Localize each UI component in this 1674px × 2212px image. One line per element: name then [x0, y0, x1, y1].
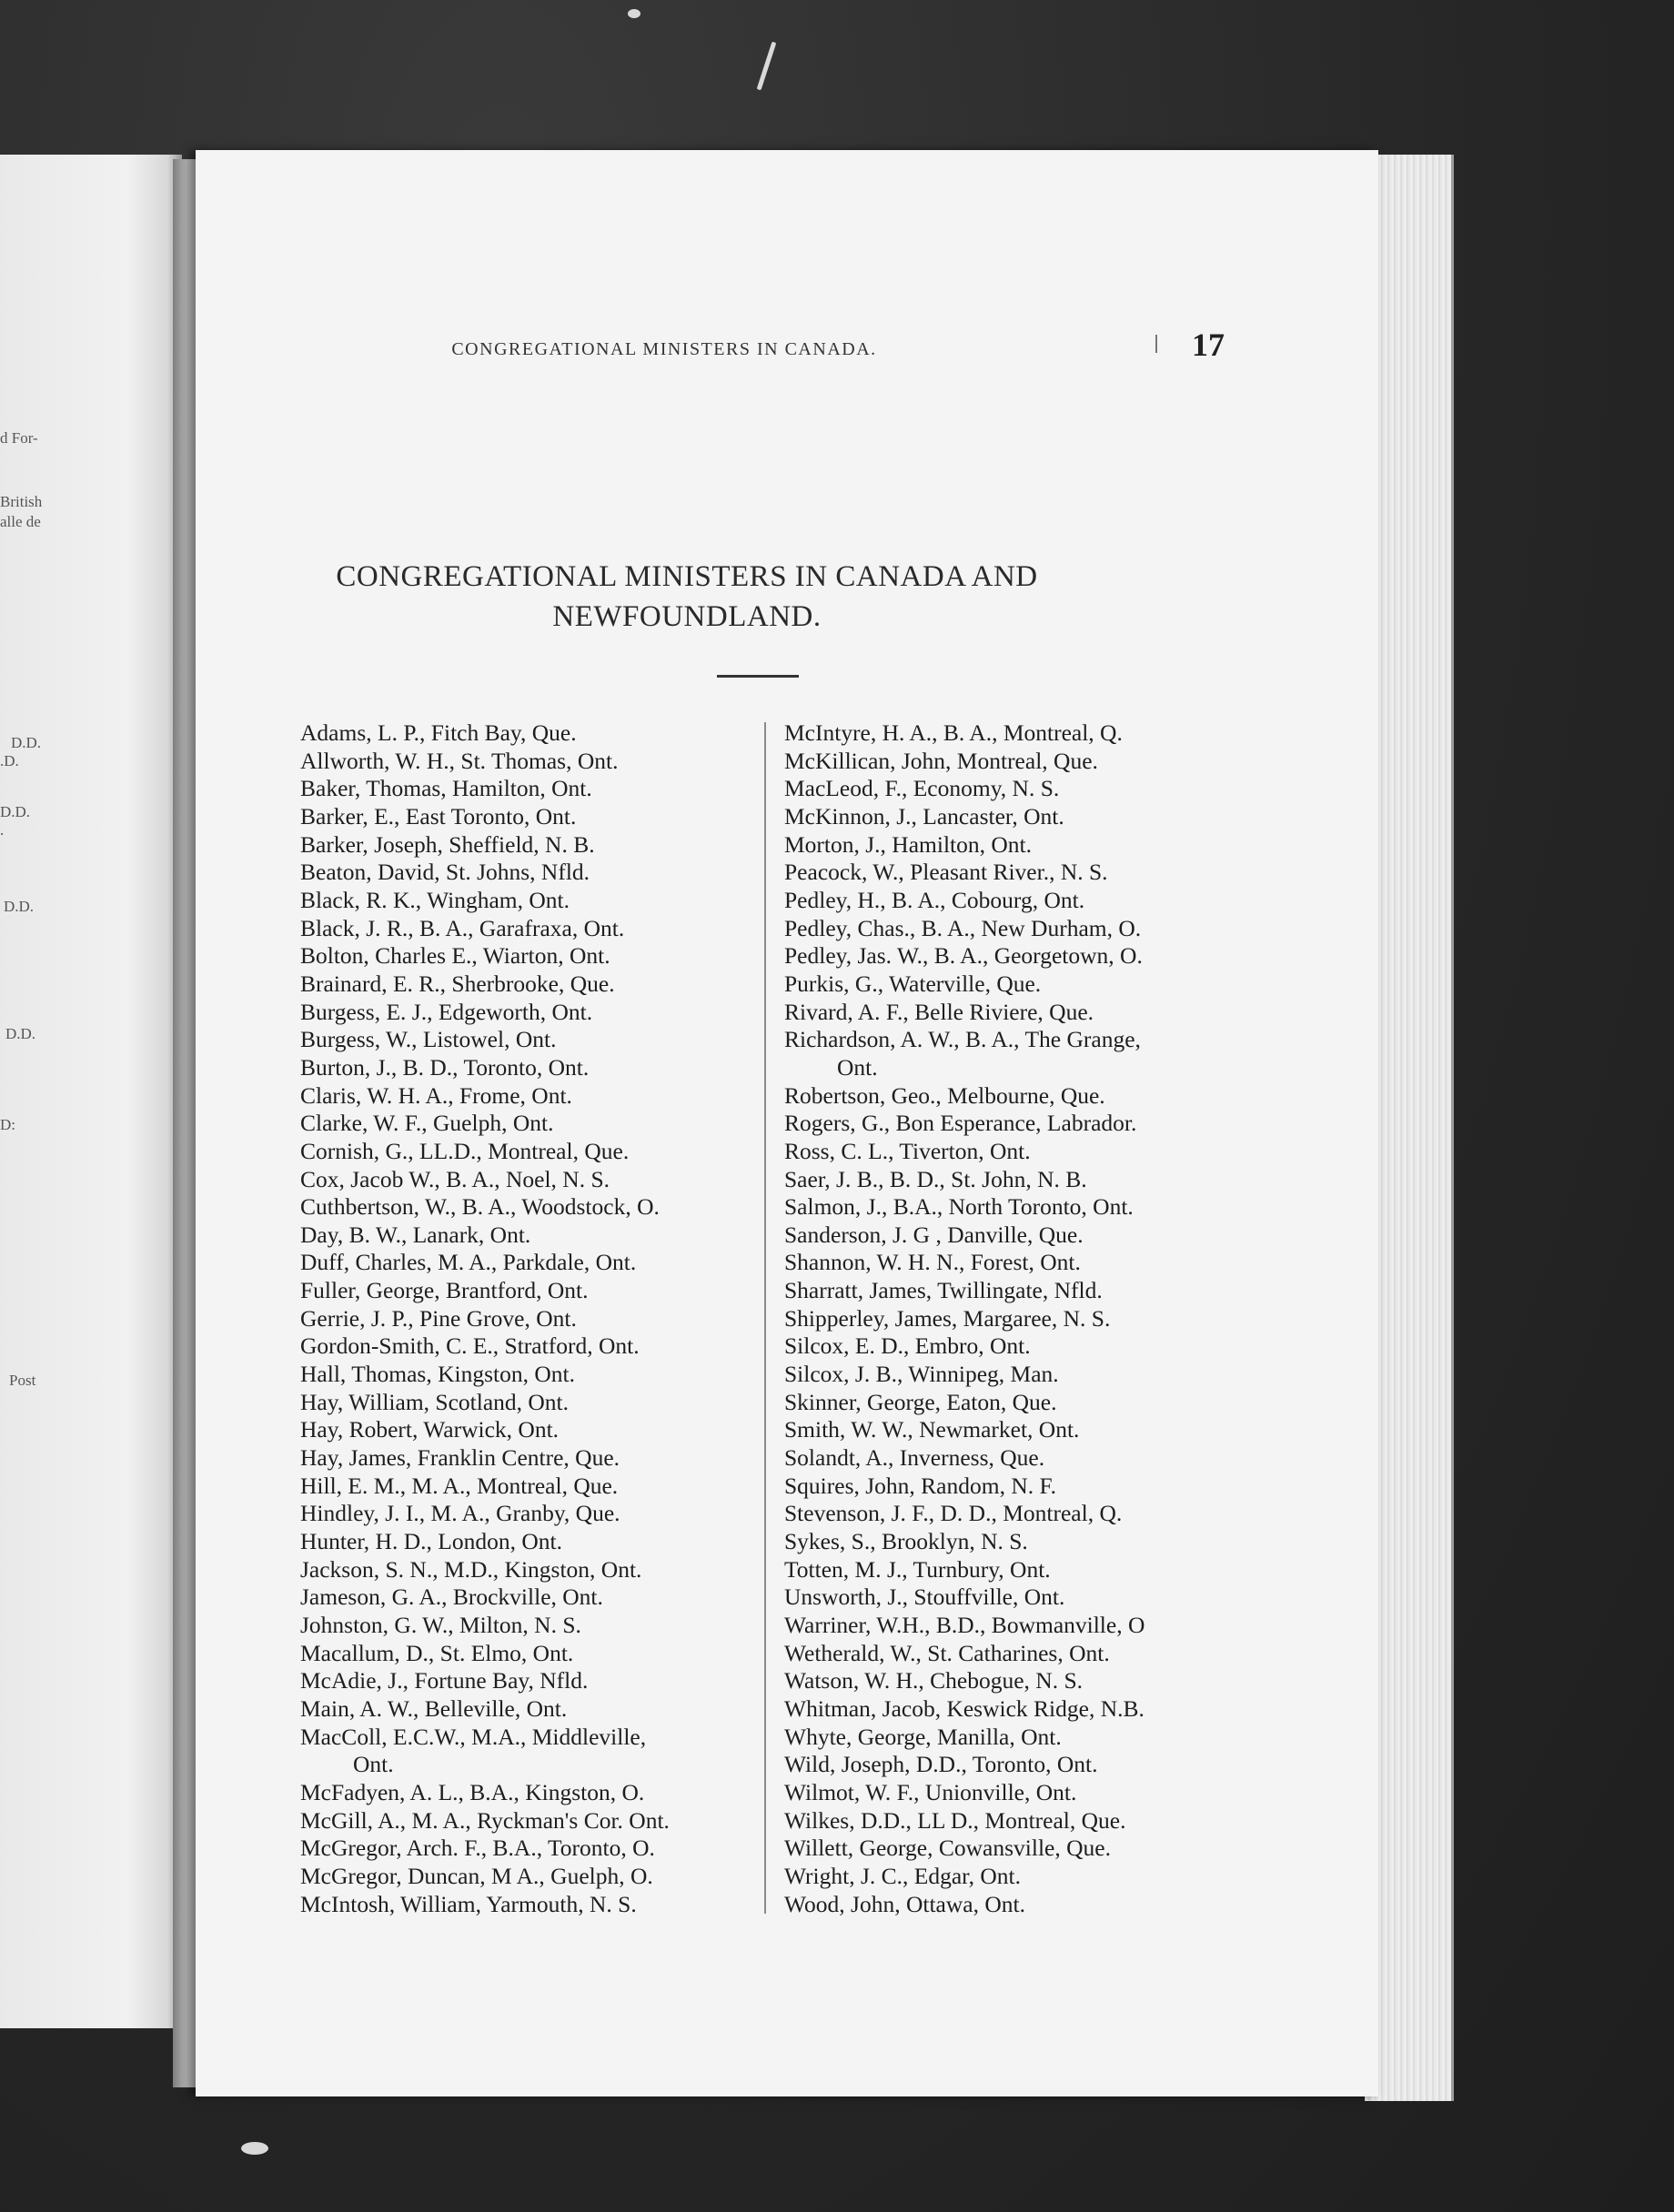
minister-entry: Baker, Thomas, Hamilton, Ont.	[300, 775, 592, 802]
minister-entry: Jameson, G. A., Brockville, Ont.	[300, 1584, 603, 1611]
minister-entry: Barker, E., East Toronto, Ont.	[300, 802, 577, 830]
minister-entry: Whitman, Jacob, Keswick Ridge, N.B.	[784, 1694, 1145, 1722]
minister-entry: Totten, M. J., Turnbury, Ont.	[784, 1555, 1051, 1583]
minister-entry: Gerrie, J. P., Pine Grove, Ont.	[300, 1304, 577, 1332]
minister-entry: McKillican, John, Montreal, Que.	[784, 747, 1098, 774]
minister-entry: Burgess, E. J., Edgeworth, Ont.	[300, 998, 593, 1025]
minister-entry: McGill, A., M. A., Ryckman's Cor. Ont.	[300, 1806, 670, 1834]
minister-entry: Rivard, A. F., Belle Riviere, Que.	[784, 998, 1094, 1025]
minister-entry: Hill, E. M., M. A., Montreal, Que.	[300, 1472, 619, 1499]
minister-entry: Sykes, S., Brooklyn, N. S.	[784, 1528, 1028, 1555]
minister-entry: Unsworth, J., Stouffville, Ont.	[784, 1584, 1065, 1611]
left-fragment: D.D.	[4, 898, 35, 915]
minister-entry: Salmon, J., B.A., North Toronto, Ont.	[784, 1193, 1134, 1221]
left-fragment: D.D.	[11, 734, 42, 751]
minister-entry: Sharratt, James, Twillingate, Nfld.	[784, 1277, 1103, 1304]
minister-entry: Purkis, G., Waterville, Que.	[784, 970, 1042, 997]
left-fragment: D:	[0, 1116, 15, 1133]
minister-entry: Cox, Jacob W., B. A., Noel, N. S.	[300, 1165, 610, 1192]
running-head: CONGREGATIONAL MINISTERS IN CANADA.	[451, 339, 877, 359]
minister-entry: Richardson, A. W., B. A., The Grange,	[784, 1026, 1141, 1053]
title-line-2: NEWFOUNDLAND.	[552, 600, 822, 633]
minister-entry: Allworth, W. H., St. Thomas, Ont.	[300, 747, 619, 774]
minister-entry: McAdie, J., Fortune Bay, Nfld.	[300, 1667, 589, 1694]
minister-entry: Watson, W. H., Chebogue, N. S.	[784, 1667, 1084, 1694]
page-title	[300, 557, 1074, 637]
left-fragment: Post	[9, 1372, 36, 1389]
minister-entry: Smith, W. W., Newmarket, Ont.	[784, 1416, 1080, 1443]
left-column	[300, 719, 792, 1918]
minister-entry: Silcox, J. B., Winnipeg, Man.	[784, 1361, 1059, 1388]
minister-entry: Morton, J., Hamilton, Ont.	[784, 830, 1032, 858]
minister-entry: Macallum, D., St. Elmo, Ont.	[300, 1639, 574, 1666]
minister-entry: Adams, L. P., Fitch Bay, Que.	[300, 719, 577, 746]
minister-entry: MacColl, E.C.W., M.A., Middleville,	[300, 1723, 647, 1750]
minister-entry: Sanderson, J. G , Danville, Que.	[784, 1221, 1084, 1248]
minister-entry: Johnston, G. W., Milton, N. S.	[300, 1612, 581, 1638]
scan-speck	[628, 9, 640, 18]
minister-entry: Warriner, W.H., B.D., Bowmanville, O	[784, 1612, 1145, 1638]
minister-entry: Ross, C. L., Tiverton, Ont.	[784, 1137, 1031, 1164]
minister-entry: Pedley, H., B. A., Cobourg, Ont.	[784, 886, 1085, 913]
minister-entry: Skinner, George, Eaton, Que.	[784, 1388, 1057, 1415]
minister-entry: Solandt, A., Inverness, Que.	[784, 1444, 1045, 1472]
minister-entry: Wright, J. C., Edgar, Ont.	[784, 1862, 1022, 1889]
minister-entry: Hay, William, Scotland, Ont.	[300, 1388, 570, 1415]
previous-page-edge	[0, 155, 182, 2028]
minister-entry: Wetherald, W., St. Catharines, Ont.	[784, 1639, 1110, 1666]
minister-entry: MacLeod, F., Economy, N. S.	[784, 775, 1060, 802]
minister-entry: Ont.	[353, 1751, 394, 1778]
minister-entry: McGregor, Arch. F., B.A., Toronto, O.	[300, 1835, 655, 1862]
minister-entry: Shipperley, James, Margaree, N. S.	[784, 1304, 1111, 1332]
page-number: 17	[1192, 327, 1225, 363]
minister-entry: Squires, John, Random, N. F.	[784, 1472, 1057, 1499]
minister-entry: Gordon-Smith, C. E., Stratford, Ont.	[300, 1332, 640, 1360]
minister-entry: McGregor, Duncan, M A., Guelph, O.	[300, 1862, 653, 1889]
minister-entry: Bolton, Charles E., Wiarton, Ont.	[300, 942, 610, 970]
minister-entry: Duff, Charles, M. A., Parkdale, Ont.	[300, 1249, 637, 1276]
minister-entry: Stevenson, J. F., D. D., Montreal, Q.	[784, 1500, 1123, 1527]
minister-entry: McKinnon, J., Lancaster, Ont.	[784, 802, 1064, 830]
left-fragment: .D.	[0, 752, 19, 769]
left-fragment: d For-	[0, 429, 38, 447]
minister-entry: Pedley, Jas. W., B. A., Georgetown, O.	[784, 942, 1143, 970]
minister-entry: Wilmot, W. F., Unionville, Ont.	[784, 1778, 1077, 1805]
minister-entry: Silcox, E. D., Embro, Ont.	[784, 1332, 1031, 1360]
minister-entry: Main, A. W., Belleville, Ont.	[300, 1694, 568, 1722]
minister-entry: Black, J. R., B. A., Garafraxa, Ont.	[300, 914, 625, 941]
minister-entry: Day, B. W., Lanark, Ont.	[300, 1221, 531, 1248]
minister-entry: Pedley, Chas., B. A., New Durham, O.	[784, 914, 1142, 941]
minister-entry: Hay, James, Franklin Centre, Que.	[300, 1444, 620, 1472]
scan-speck	[241, 2142, 268, 2155]
minister-entry: Burton, J., B. D., Toronto, Ont.	[300, 1053, 590, 1081]
minister-entry: Ont.	[837, 1053, 878, 1081]
left-fragment: .	[0, 821, 5, 839]
minister-entry: Black, R. K., Wingham, Ont.	[300, 886, 570, 913]
minister-entry: Robertson, Geo., Melbourne, Que.	[784, 1081, 1105, 1109]
minister-entry: Hindley, J. I., M. A., Granby, Que.	[300, 1500, 620, 1527]
minister-entry: Beaton, David, St. Johns, Nfld.	[300, 859, 590, 886]
minister-entry: Hunter, H. D., London, Ont.	[300, 1528, 562, 1555]
minister-entry: Willett, George, Cowansville, Que.	[784, 1835, 1111, 1862]
minister-entry: Wilkes, D.D., LL D., Montreal, Que.	[784, 1806, 1126, 1834]
minister-entry: McIntosh, William, Yarmouth, N. S.	[300, 1890, 637, 1917]
minister-entry: Wild, Joseph, D.D., Toronto, Ont.	[784, 1751, 1098, 1778]
left-fragment: D.D.	[0, 803, 31, 820]
minister-entry: Burgess, W., Listowel, Ont.	[300, 1026, 557, 1053]
minister-entry: Brainard, E. R., Sherbrooke, Que.	[300, 970, 615, 997]
minister-entry: Barker, Joseph, Sheffield, N. B.	[300, 830, 595, 858]
title-line-1: CONGREGATIONAL MINISTERS IN CANADA AND	[336, 560, 1038, 593]
title-rule	[717, 675, 799, 678]
left-fragment: D.D.	[5, 1025, 36, 1042]
minister-entry: Claris, W. H. A., Frome, Ont.	[300, 1081, 572, 1109]
minister-entry: Rogers, G., Bon Esperance, Labrador.	[784, 1110, 1137, 1137]
minister-entry: Hall, Thomas, Kingston, Ont.	[300, 1361, 575, 1388]
left-fragment: British	[0, 493, 43, 510]
left-fragment: alle de	[0, 513, 41, 530]
minister-entry: Hay, Robert, Warwick, Ont.	[300, 1416, 560, 1443]
minister-entry: Cornish, G., LL.D., Montreal, Que.	[300, 1137, 630, 1164]
minister-entry: Clarke, W. F., Guelph, Ont.	[300, 1110, 554, 1137]
header-mark	[1155, 335, 1157, 353]
minister-entry: Wood, John, Ottawa, Ont.	[784, 1890, 1025, 1917]
column-divider	[764, 722, 766, 1914]
minister-entry: Jackson, S. N., M.D., Kingston, Ont.	[300, 1555, 642, 1583]
minister-entry: Cuthbertson, W., B. A., Woodstock, O.	[300, 1193, 660, 1221]
minister-entry: Shannon, W. H. N., Forest, Ont.	[784, 1249, 1081, 1276]
minister-entry: Whyte, George, Manilla, Ont.	[784, 1723, 1062, 1750]
right-column	[784, 719, 1276, 1918]
minister-entry: Peacock, W., Pleasant River., N. S.	[784, 859, 1108, 886]
minister-entry: McIntyre, H. A., B. A., Montreal, Q.	[784, 719, 1123, 746]
minister-entry: McFadyen, A. L., B.A., Kingston, O.	[300, 1778, 645, 1805]
minister-entry: Saer, J. B., B. D., St. John, N. B.	[784, 1165, 1087, 1192]
minister-entry: Fuller, George, Brantford, Ont.	[300, 1277, 589, 1304]
